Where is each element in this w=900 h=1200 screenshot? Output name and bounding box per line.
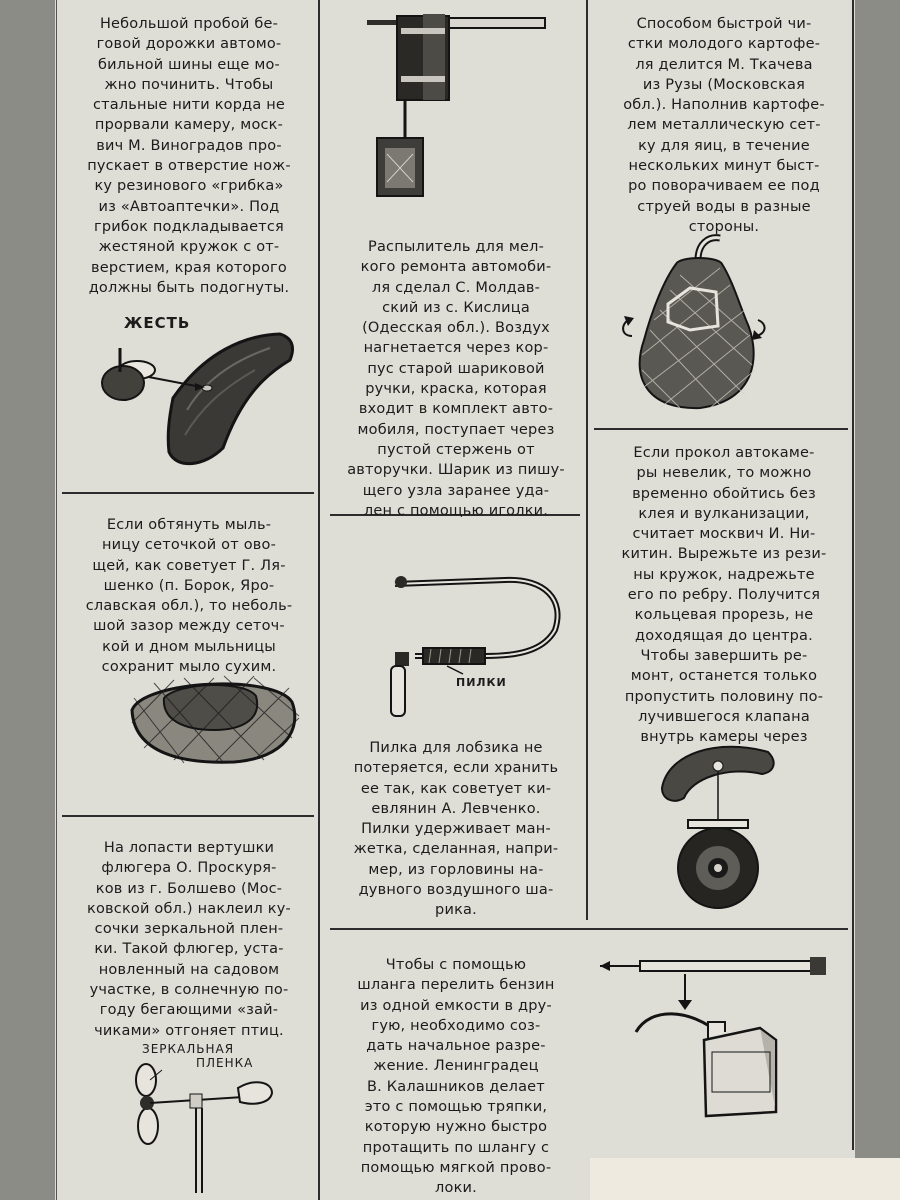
soap-dish-text: Если обтянуть мыль- ницу сеточкой от ово- щей, как советует Г. Ля- шенко (п. Борок, Яро- славская обл.), то неболь- шой зазор между сеточ- кой и дном мыльницы сохранит мыло сухим. <box>85 517 293 676</box>
soap-dish-illustration <box>124 668 304 768</box>
potato-text: Способом быстрой чи- стки молодого картофе- ля делится М. Ткачева из Рузы (Московская обл.). Наполнив картофе- лем металлическую сет- ку для яиц, в течение нескольких минут быст- ро поворачиваем ее под струей воды в разные стороны. <box>623 16 825 235</box>
weathervane-illustration <box>130 1068 280 1193</box>
puncture-illustration <box>658 738 778 913</box>
mirror-film-label-line1: ЗЕРКАЛЬНАЯ <box>142 1042 235 1056</box>
mirror-film-label-line2: ПЛЕНКА <box>196 1056 254 1070</box>
sprayer-text: Распылитель для мел- кого ремонта автомоби- ля сделал С. Молдав- ский из с. Кислица (Одесская обл.). Воздух нагнетается через кор- пус старой шариковой ручки, краска, которая входит в комплект авто- мобиля, поступает через пустой стержень от авторучки. Шарик из пишу- щего узла заранее уда- лен с помощью иголки. <box>347 239 565 519</box>
jigsaw-illustration <box>385 570 565 720</box>
divider-2 <box>62 815 314 817</box>
divider-4 <box>594 428 848 430</box>
tire-repair-text: Небольшой пробой бе- говой дорожки автомо- бильной шины еще мо- жно починить. Чтобы стальные нити корда не прорвали камеру, моск- вич М. Виноградов про- пускает в отверстие нож- ку резинового «грибка» из «Автоаптечки». Под грибок подкладывается жестяной кружок с от- верстием, края которого должны быть подогнуты. <box>87 16 291 296</box>
siphon-text: Чтобы с помощью шланга перелить бензин из одной емкости в дру- гую, необходимо соз- дать начальное разре- жение. Ленинградец В. Калашников делает это с помощью тряпки, которую нужно быстро протащить по шлангу с помощью мягкой прово- локи. <box>357 957 555 1197</box>
jigsaw-text: Пилка для лобзика не потеряется, если хранить ее так, как советует ки- евлянин А. Левченко. Пилки удерживает ман- жетка, сделанная, напри- мер, из горловины на- дувного воздушного ша- рика. <box>353 740 559 919</box>
page-edge-left <box>56 0 57 1200</box>
siphon-illustration <box>600 952 830 1122</box>
column-divider-left <box>318 0 320 1200</box>
tire-repair-illustration <box>95 330 305 475</box>
divider-1 <box>62 492 314 494</box>
paper-corner-overlay <box>590 1158 900 1200</box>
tin-label: ЖЕСТЬ <box>124 314 191 332</box>
potato-illustration <box>620 230 770 415</box>
puncture-text: Если прокол автокаме- ры невелик, то можно временно обойтись без клея и вулканизации, считает москвич И. Ни- китин. Вырежьте из рези- ны кружок, надрежьте его по ребру. Получится кольцевая прорезь, не доходящая до центра. Чтобы завершить ре- монт, останется только пропустить половину по- лучившегося клапана внутрь камеры через <box>621 445 827 746</box>
page-edge-right <box>852 0 854 1150</box>
divider-5 <box>330 928 848 930</box>
column-divider-right <box>586 0 588 920</box>
weathervane-text: На лопасти вертушки флюгера О. Проскуря- ков из г. Болшево (Мос- ковской обл.) наклеил ку- сочки зеркальной плен- ки. Такой флюгер, уста- новленный на садовом участке, в солнечную по- году бегающими «зай- чиками» отгоняет птиц. <box>87 840 291 1039</box>
sprayer-illustration <box>365 14 555 204</box>
blades-label: ПИЛКИ <box>456 676 507 689</box>
